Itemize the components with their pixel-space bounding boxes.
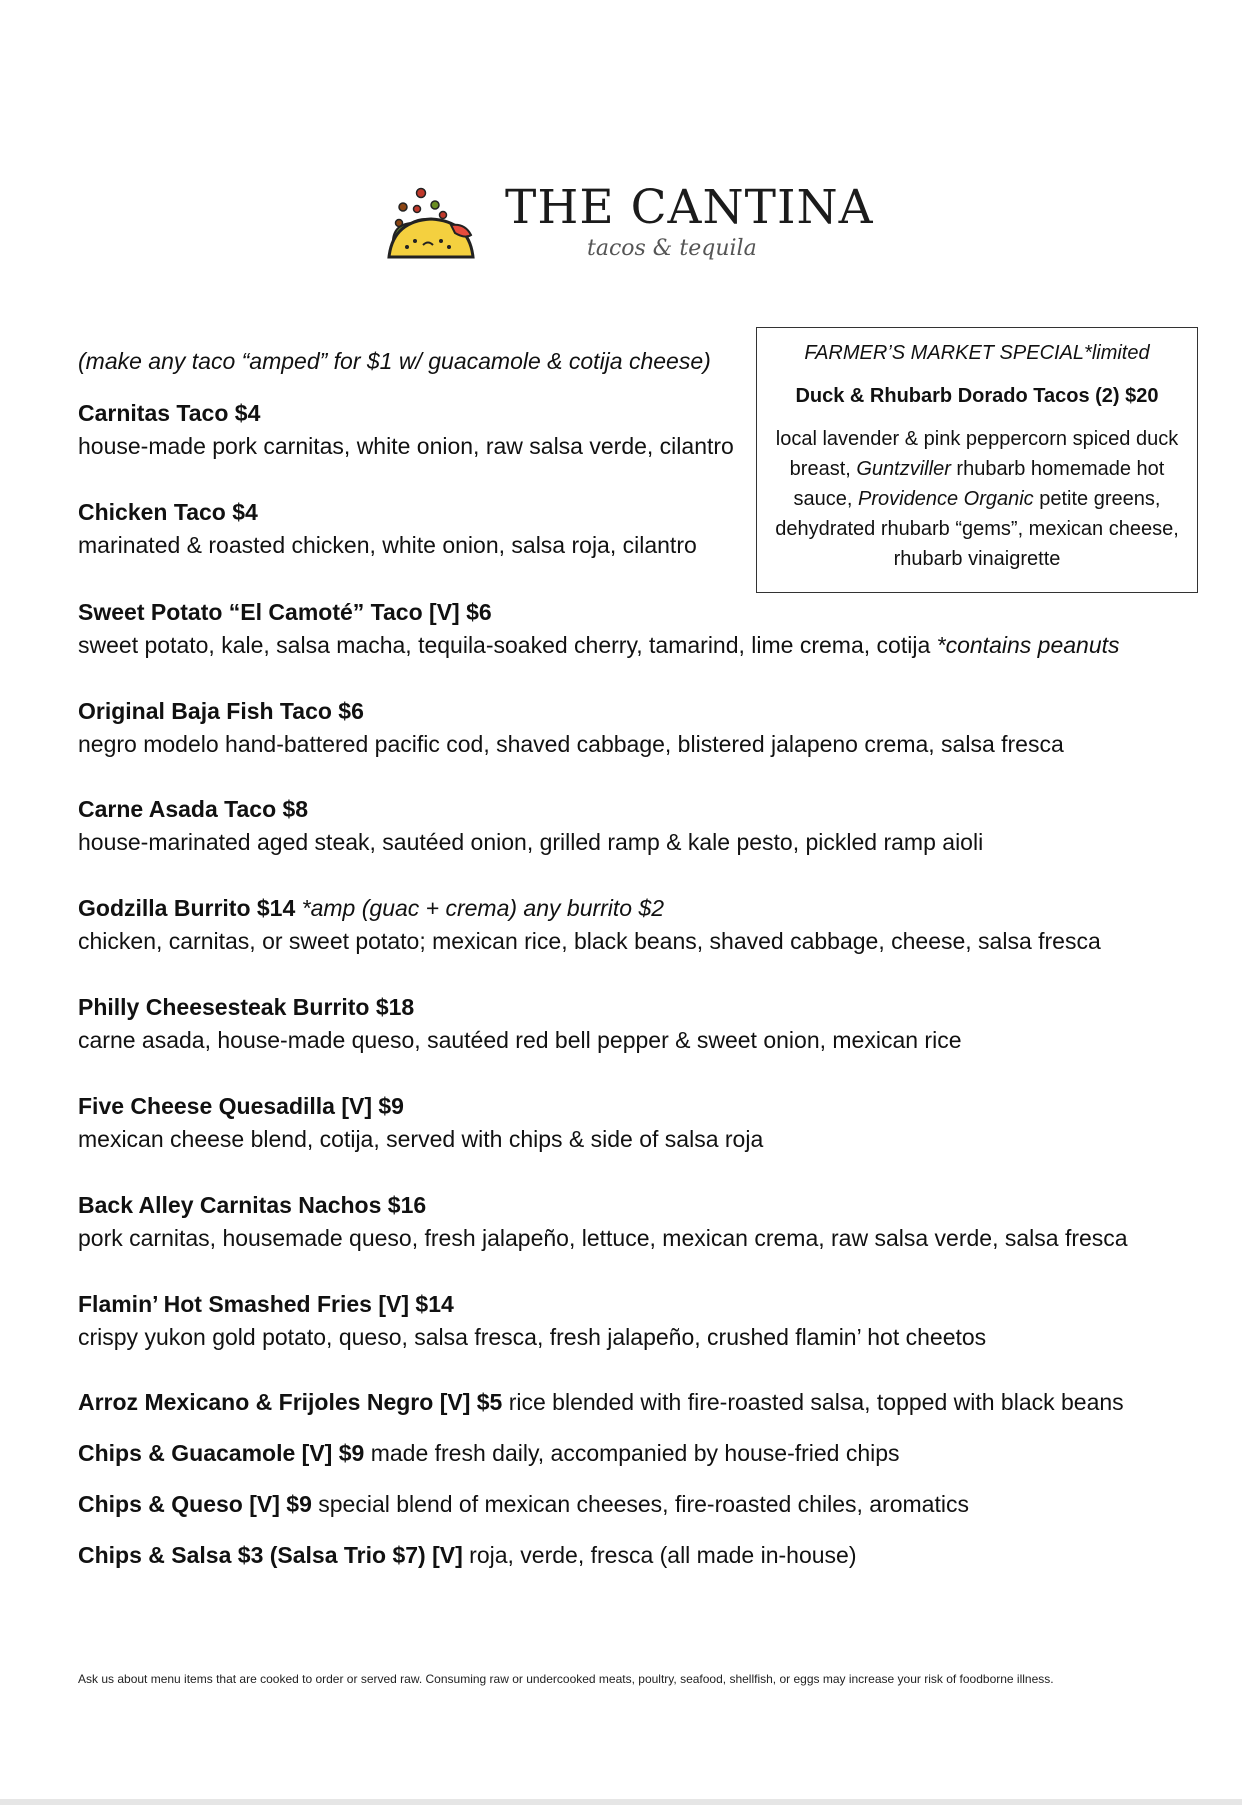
special-description	[757, 424, 1197, 574]
special-desc-part: rhubarb homemade hot sauce,	[793, 458, 1165, 510]
menu-item-name: Carne Asada Taco $8	[78, 796, 309, 822]
menu-item-desc: house-marinated aged steak, sautéed onion, grilled ramp & kale pesto, pickled ramp aioli	[78, 829, 984, 855]
menu-item	[78, 1189, 1128, 1255]
menu-item-desc: carne asada, house-made queso, sautéed red bell pepper & sweet onion, mexican rice	[78, 1027, 962, 1053]
menu-item	[78, 397, 734, 463]
side-item	[78, 1542, 857, 1569]
menu-item-desc: marinated & roasted chicken, white onion, salsa roja, cilantro	[78, 532, 697, 558]
menu-item-name: Back Alley Carnitas Nachos $16	[78, 1192, 427, 1218]
menu-item-desc: negro modelo hand-battered pacific cod, shaved cabbage, blistered jalapeno crema, salsa fresca	[78, 731, 1064, 757]
side-item	[78, 1491, 969, 1518]
menu-item-name: Carnitas Taco $4	[78, 400, 261, 426]
page-edge	[0, 1799, 1242, 1805]
side-item-name: Chips & Guacamole [V] $9	[78, 1440, 365, 1466]
food-safety-disclaimer: Ask us about menu items that are cooked to order or served raw. Consuming raw or undercooked meats, poultry, seafood, shellfish, or eggs may increase your risk of foodborne illness.	[78, 1672, 1054, 1686]
menu-item-name: Original Baja Fish Taco $6	[78, 698, 364, 724]
side-item-name: Chips & Queso [V] $9	[78, 1491, 312, 1517]
menu-item	[78, 1090, 763, 1156]
menu-item	[78, 596, 1120, 662]
side-item	[78, 1440, 900, 1467]
side-item-desc: roja, verde, fresca (all made in-house)	[462, 1542, 857, 1568]
menu-item-desc: sweet potato, kale, salsa macha, tequila-soaked cherry, tamarind, lime crema, cotija	[78, 632, 937, 658]
menu-item	[78, 496, 697, 562]
menu-item	[78, 892, 1101, 958]
side-item-desc: special blend of mexican cheeses, fire-roasted chiles, aromatics	[311, 1491, 969, 1517]
menu-item-name: Godzilla Burrito $14	[78, 895, 302, 921]
side-item-desc: rice blended with fire-roasted salsa, topped with black beans	[502, 1389, 1124, 1415]
amp-note: (make any taco “amped” for $1 w/ guacamole & cotija cheese)	[78, 348, 711, 374]
menu-item-name: Sweet Potato “El Camoté” Taco [V] $6	[78, 599, 492, 625]
menu-item	[78, 793, 983, 859]
menu-item-allergy-note: *contains peanuts	[936, 632, 1120, 658]
side-item-desc: made fresh daily, accompanied by house-fried chips	[364, 1440, 900, 1466]
menu-item	[78, 1288, 986, 1354]
side-item-name: Arroz Mexicano & Frijoles Negro [V] $5	[78, 1389, 503, 1415]
special-desc-farm: Providence Organic	[858, 488, 1034, 510]
menu-item	[78, 991, 962, 1057]
side-item-name: Chips & Salsa $3 (Salsa Trio $7) [V]	[78, 1542, 463, 1568]
special-name: Duck & Rhubarb Dorado Tacos (2) $20	[795, 385, 1159, 407]
special-desc-part: petite greens, dehydrated rhubarb “gems”, mexican cheese, rhubarb vinaigrette	[775, 488, 1179, 570]
menu-item-desc: chicken, carnitas, or sweet potato; mexican rice, black beans, shaved cabbage, cheese, salsa fresca	[78, 928, 1101, 954]
special-desc-part: local lavender & pink peppercorn spiced duck breast,	[775, 428, 1179, 480]
special-label: FARMER’S MARKET SPECIAL*limited	[804, 342, 1150, 364]
menu-item-desc: pork carnitas, housemade queso, fresh jalapeño, lettuce, mexican crema, raw salsa verde, salsa fresca	[78, 1225, 1128, 1251]
menu-item-name: Flamin’ Hot Smashed Fries [V] $14	[78, 1291, 454, 1317]
menu-item-amp-note: *amp (guac + crema) any burrito $2	[301, 895, 665, 921]
menu-item-name: Philly Cheesesteak Burrito $18	[78, 994, 415, 1020]
menu-item-name: Five Cheese Quesadilla [V] $9	[78, 1093, 404, 1119]
taco-icon	[385, 185, 485, 269]
brand-subtitle: tacos & tequila	[587, 236, 757, 261]
menu-item	[78, 695, 1064, 761]
menu-item-desc: mexican cheese blend, cotija, served with chips & side of salsa roja	[78, 1126, 764, 1152]
menu-item-desc: crispy yukon gold potato, queso, salsa fresca, fresh jalapeño, crushed flamin’ hot cheetos	[78, 1324, 987, 1350]
special-desc-farm: Guntzviller	[856, 458, 951, 480]
menu-item-desc: house-made pork carnitas, white onion, raw salsa verde, cilantro	[78, 433, 734, 459]
brand-title: THE CANTINA	[505, 180, 874, 235]
side-item	[78, 1389, 1124, 1416]
farmers-market-special	[756, 327, 1198, 593]
menu-item-name: Chicken Taco $4	[78, 499, 258, 525]
